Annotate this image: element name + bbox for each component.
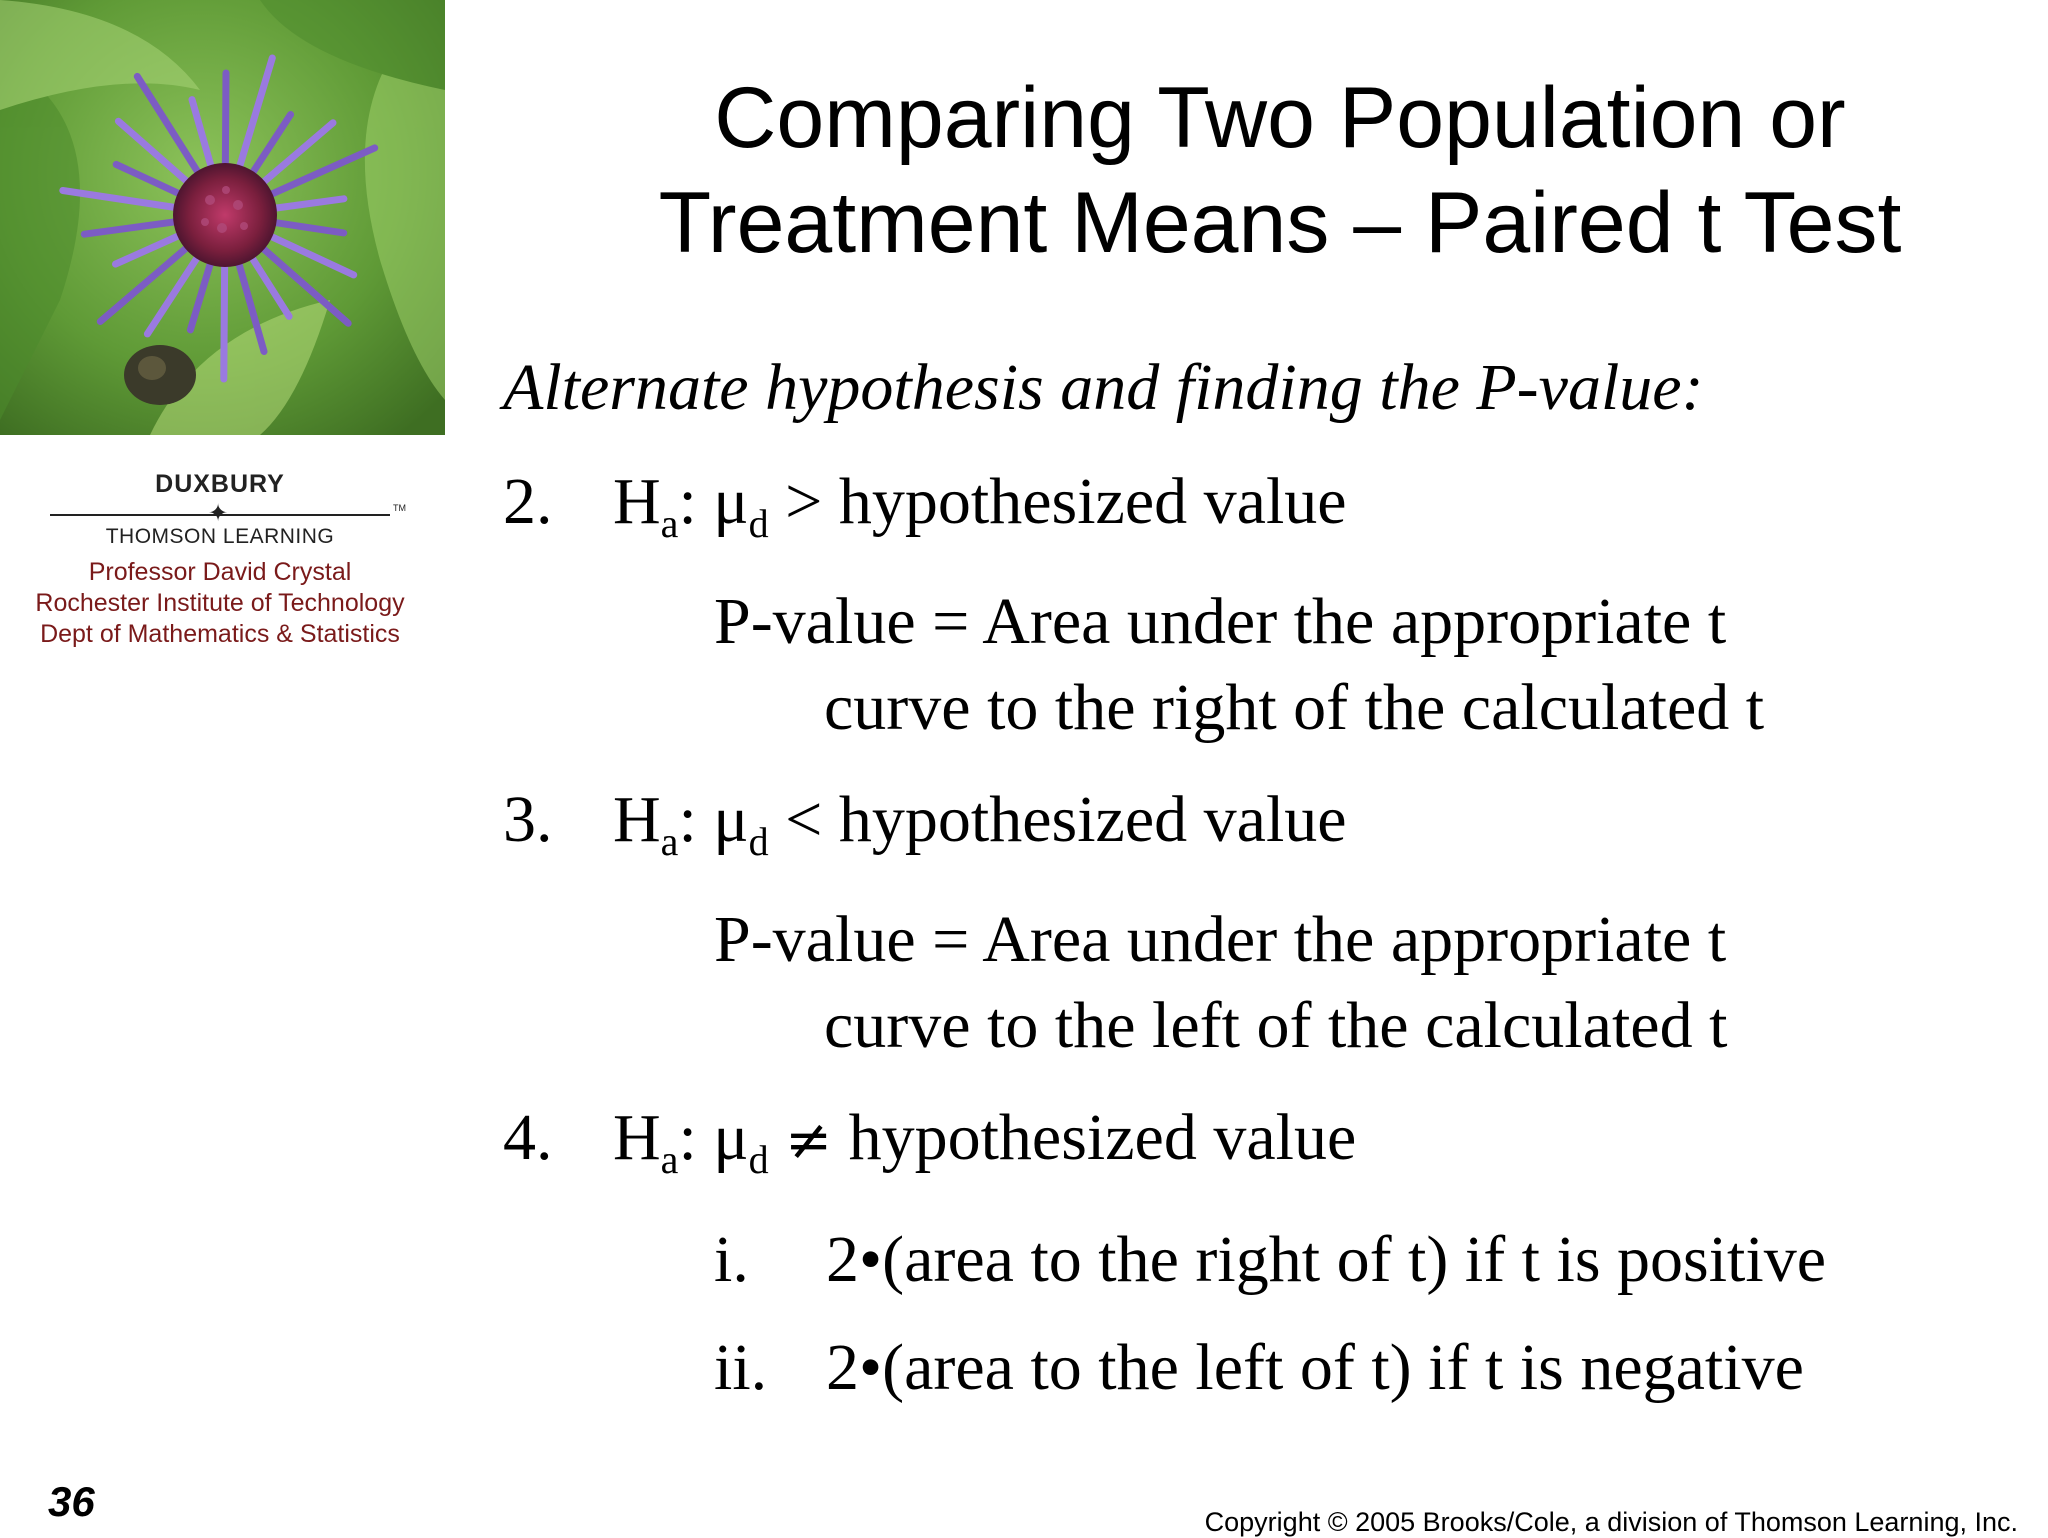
department-name: Dept of Mathematics & Statistics	[40, 620, 400, 648]
relation-symbol: ≠	[785, 1108, 833, 1173]
mu-symbol: μ	[713, 1101, 749, 1174]
hypothesis-text: hypothesized value	[838, 783, 1347, 856]
colon: :	[678, 1101, 697, 1174]
pvalue-2-line-1: P-value = Area under the appropriate t	[714, 585, 1727, 658]
subitem-text: 2•(area to the right of t) if t is positive	[826, 1223, 1827, 1296]
hypothesis-text: hypothesized value	[838, 465, 1347, 538]
hypothesis-item-2	[503, 462, 1347, 546]
institute-name: Rochester Institute of Technology	[35, 589, 405, 617]
mu-symbol: μ	[713, 465, 749, 538]
h-subscript: a	[660, 1137, 679, 1182]
pvalue-2-line-2: curve to the right of the calculated t	[824, 671, 1765, 744]
mu-subscript: d	[748, 501, 769, 546]
slide-title-line-2: Treatment Means – Paired t Test	[658, 175, 1902, 271]
publisher-block	[0, 470, 440, 650]
item-number: 3.	[503, 783, 553, 856]
publisher-rule	[50, 500, 406, 527]
copyright-notice: Copyright © 2005 Brooks/Cole, a division of Thomson Learning, Inc.	[1204, 1507, 2018, 1537]
h-subscript: a	[660, 819, 679, 864]
h-symbol: H	[613, 783, 661, 856]
relation-symbol: >	[785, 465, 823, 538]
item-number: 4.	[503, 1101, 553, 1174]
professor-name: Professor David Crystal	[88, 558, 352, 586]
slide-title	[560, 66, 2000, 276]
subitem-label: i.	[714, 1223, 749, 1296]
cornflower-photo	[0, 0, 445, 435]
star-icon: ✦	[208, 500, 229, 527]
h-subscript: a	[660, 501, 679, 546]
subitem-ii	[714, 1328, 1804, 1408]
h-symbol: H	[613, 1101, 661, 1174]
subitem-label: ii.	[714, 1331, 768, 1404]
hypothesis-text: hypothesized value	[848, 1101, 1357, 1174]
section-subtitle: Alternate hypothesis and finding the P-value:	[503, 351, 1704, 424]
mu-symbol: μ	[713, 783, 749, 856]
mu-subscript: d	[748, 1137, 769, 1182]
professor-info	[0, 557, 440, 650]
h-symbol: H	[613, 465, 661, 538]
pvalue-3-line-1: P-value = Area under the appropriate t	[714, 903, 1727, 976]
publisher-name: DUXBURY	[155, 470, 285, 498]
item-number: 2.	[503, 465, 553, 538]
hypothesis-item-3	[503, 780, 1347, 864]
hypothesis-item-4	[503, 1098, 1356, 1181]
slide-title-line-1: Comparing Two Population or	[714, 70, 1846, 166]
colon: :	[678, 465, 697, 538]
trademark-mark: TM	[393, 503, 406, 513]
pvalue-3-line-2: curve to the left of the calculated t	[824, 989, 1728, 1062]
subitem-i	[714, 1220, 1826, 1300]
subitem-text: 2•(area to the left of t) if t is negative	[826, 1331, 1804, 1404]
page-number: 36	[48, 1478, 95, 1525]
mu-subscript: d	[748, 819, 769, 864]
relation-symbol: <	[785, 783, 823, 856]
publisher-subtitle: THOMSON LEARNING	[105, 525, 335, 548]
colon: :	[678, 783, 697, 856]
